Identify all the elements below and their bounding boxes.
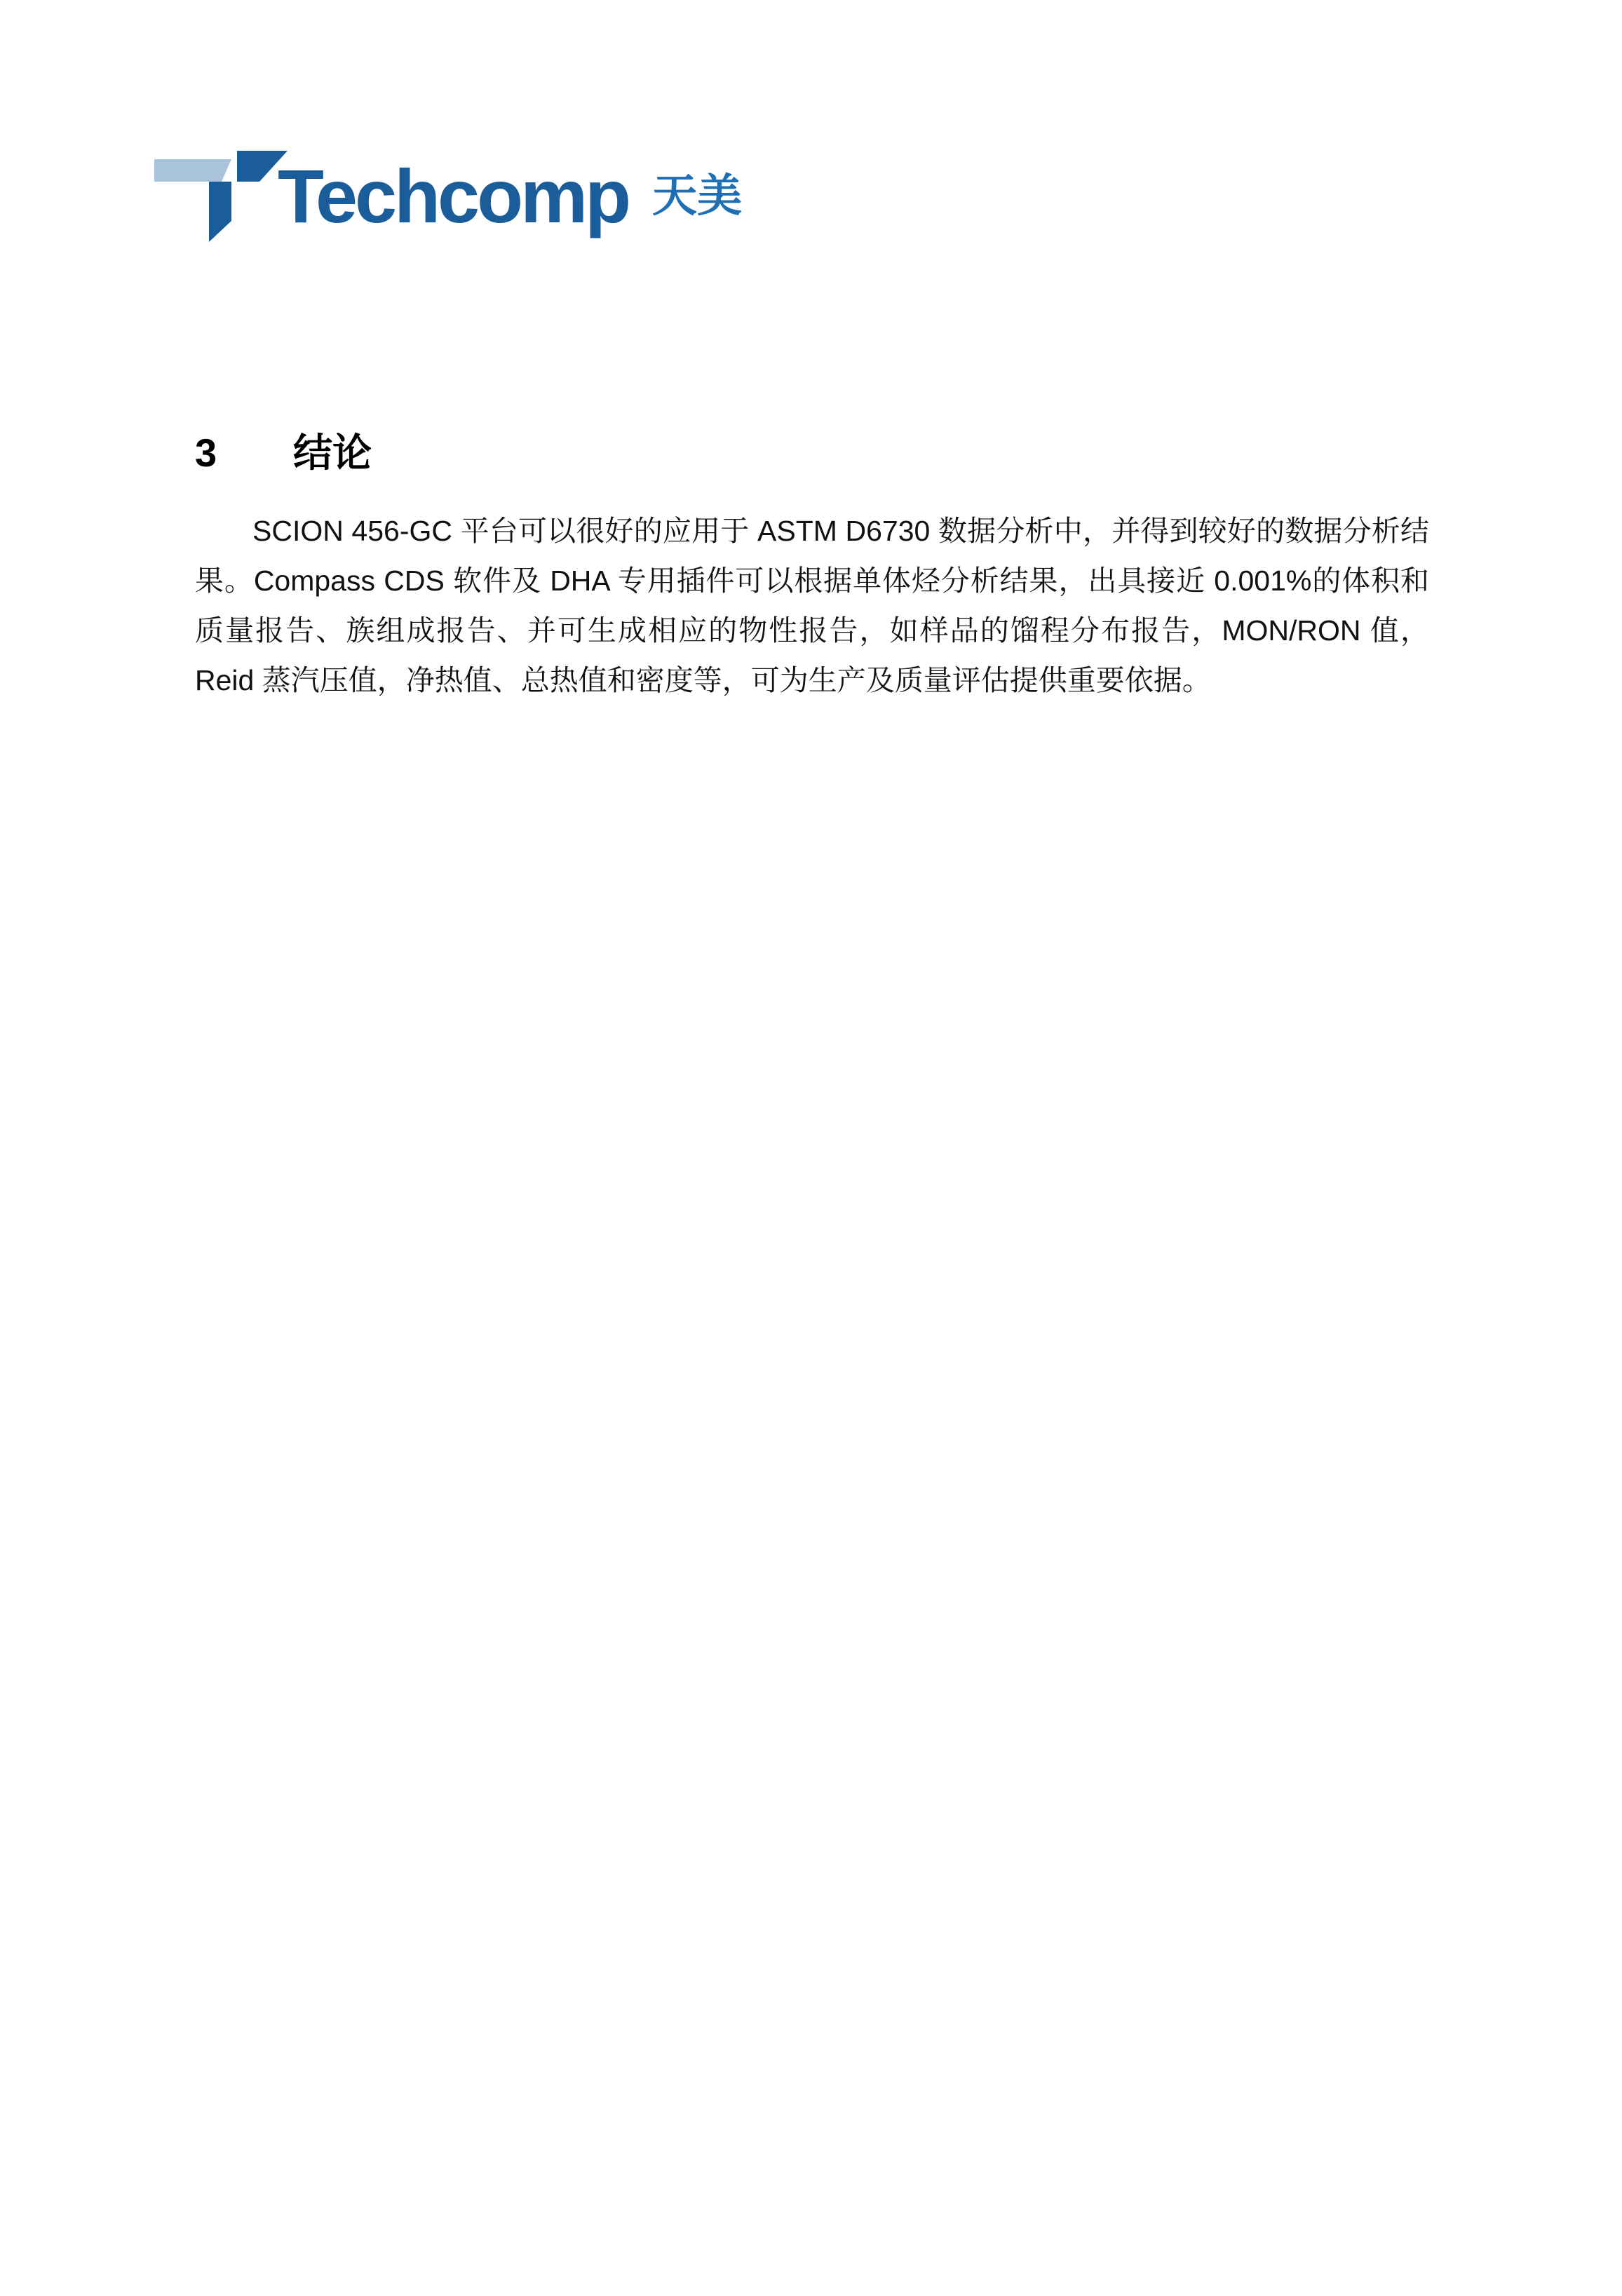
conclusion-paragraph: SCION 456-GC 平台可以很好的应用于 ASTM D6730 数据分析中，并得到较好的数据分析结果。Compass CDS 软件及 DHA 专用插件可以根据单体烃分析结果，出具接近 0.001%的体积和质量报告、族组成报告、并可生成相应的物性报告，如样品的馏程分布报告，MON/RON 值，Reid 蒸汽压值，净热值、总热值和密度等，可为生产及质量评估提供重要依据。 bbox=[195, 515, 1429, 696]
section-title: 结论 bbox=[293, 431, 372, 475]
section-heading bbox=[195, 422, 372, 478]
company-logo bbox=[154, 147, 742, 245]
techcomp-logo-icon bbox=[154, 151, 288, 242]
section-number: 3 bbox=[195, 431, 217, 475]
logo-chinese-name: 天美 bbox=[652, 170, 743, 222]
logo-wordmark: Techcomp bbox=[278, 154, 629, 238]
